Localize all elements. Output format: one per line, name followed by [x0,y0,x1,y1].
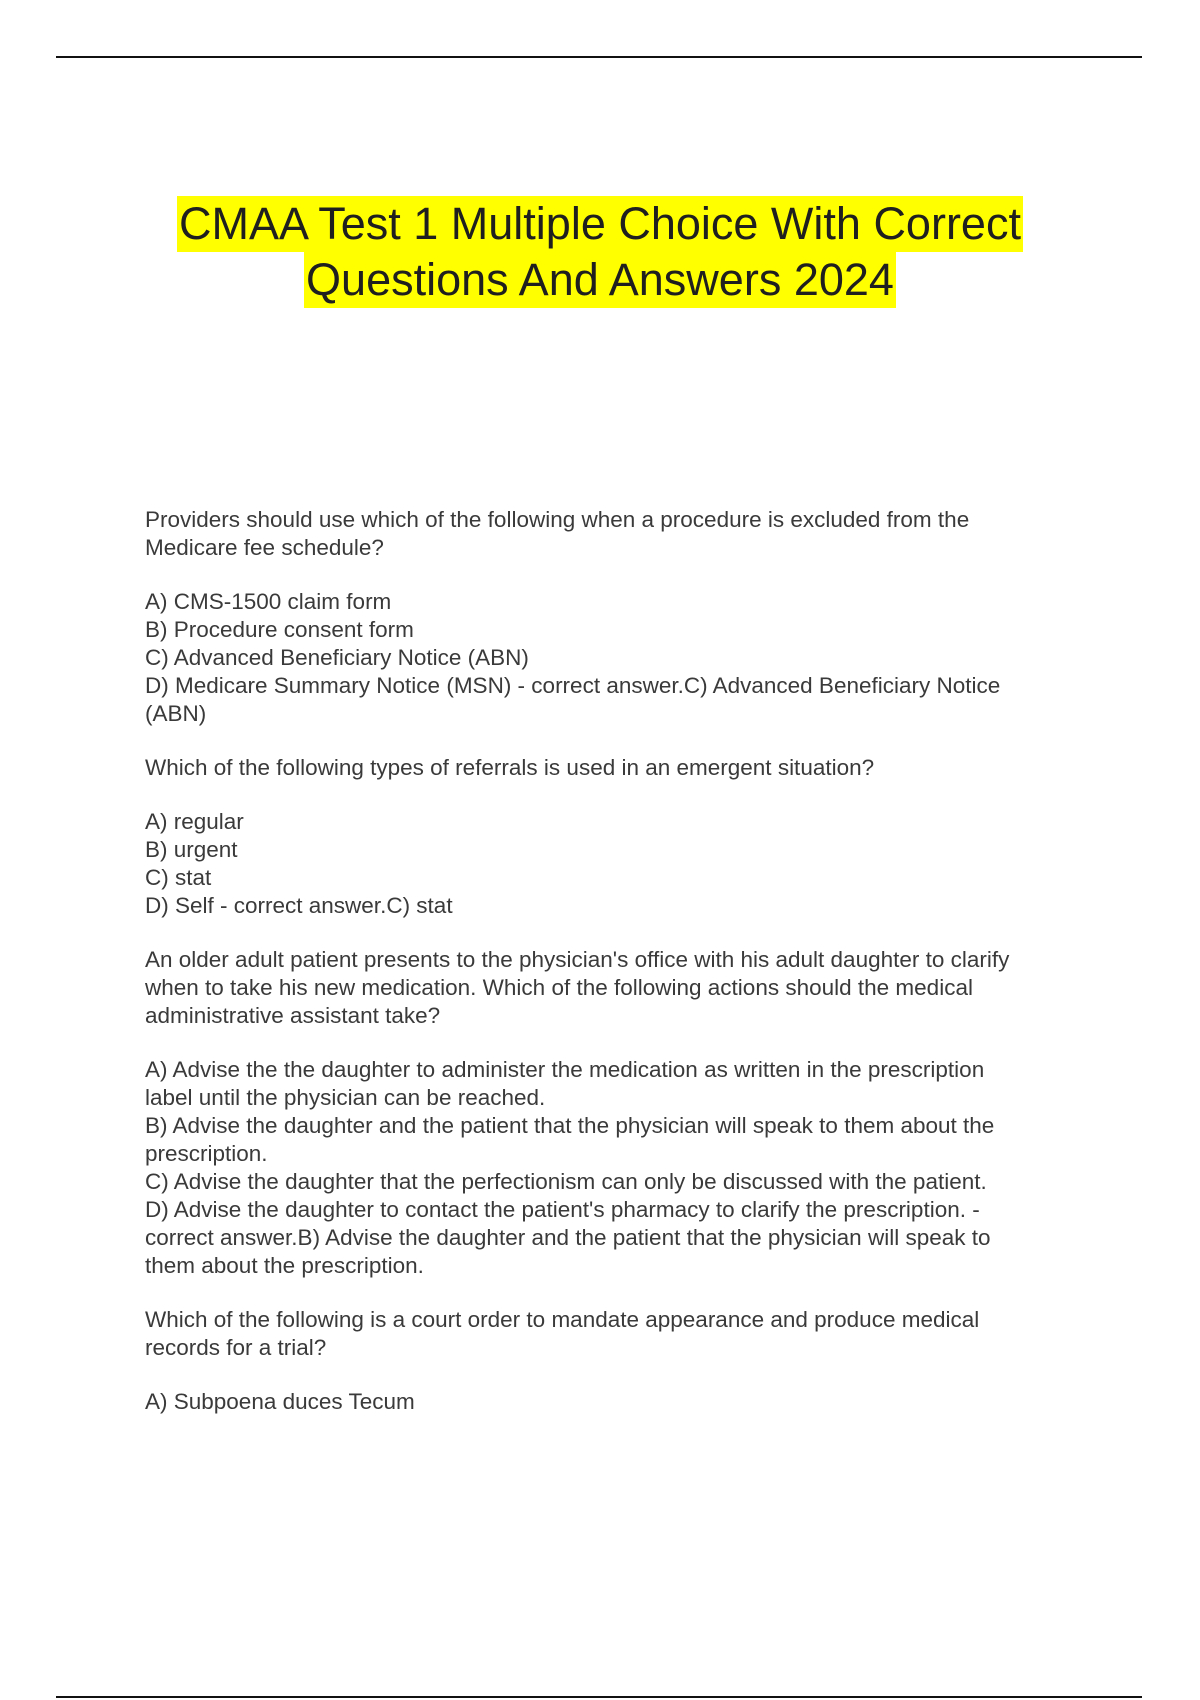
option-line: A) CMS-1500 claim form [145,589,392,614]
answer-options [145,808,1075,920]
option-line: label until the physician can be reached. [145,1085,546,1110]
option-line: A) Subpoena duces Tecum [145,1389,415,1414]
option-line: prescription. [145,1141,268,1166]
bottom-divider [56,1696,1142,1698]
option-line: B) Advise the daughter and the patient that the physician will speak to them about the [145,1113,995,1138]
option-line: C) stat [145,865,212,890]
top-divider [56,56,1142,58]
document-title [0,196,1200,308]
question-block [145,754,1075,920]
answer-options [145,1388,1075,1416]
question-block [145,946,1075,1280]
option-line: D) Self - correct answer.C) stat [145,893,453,918]
answer-options [145,588,1075,728]
question-list [145,506,1075,1442]
option-line: A) regular [145,809,244,834]
option-line: D) Advise the daughter to contact the patient's pharmacy to clarify the prescription. - [145,1197,980,1222]
question-block [145,1306,1075,1416]
option-line: (ABN) [145,701,207,726]
option-line: C) Advise the daughter that the perfectionism can only be discussed with the patient. [145,1169,987,1194]
option-line: B) Procedure consent form [145,617,414,642]
option-line: D) Medicare Summary Notice (MSN) - correct answer.C) Advanced Beneficiary Notice [145,673,1001,698]
question-text: Which of the following is a court order to mandate appearance and produce medical records for a trial? [145,1307,980,1360]
question-text: An older adult patient presents to the physician's office with his adult daughter to clarify when to take his new medication. Which of the following actions should the medical administrative assistant take? [145,947,1010,1028]
option-line: C) Advanced Beneficiary Notice (ABN) [145,645,529,670]
option-line: B) urgent [145,837,238,862]
title-line-2: Questions And Answers 2024 [304,252,896,308]
option-line: them about the prescription. [145,1253,424,1278]
question-block [145,506,1075,728]
question-text: Which of the following types of referrals is used in an emergent situation? [145,755,875,780]
option-line: correct answer.B) Advise the daughter and the patient that the physician will speak to [145,1225,991,1250]
question-text: Providers should use which of the following when a procedure is excluded from the Medicare fee schedule? [145,507,970,560]
title-line-1: CMAA Test 1 Multiple Choice With Correct [177,196,1023,252]
option-line: A) Advise the the daughter to administer the medication as written in the prescription [145,1057,985,1082]
answer-options [145,1056,1075,1280]
